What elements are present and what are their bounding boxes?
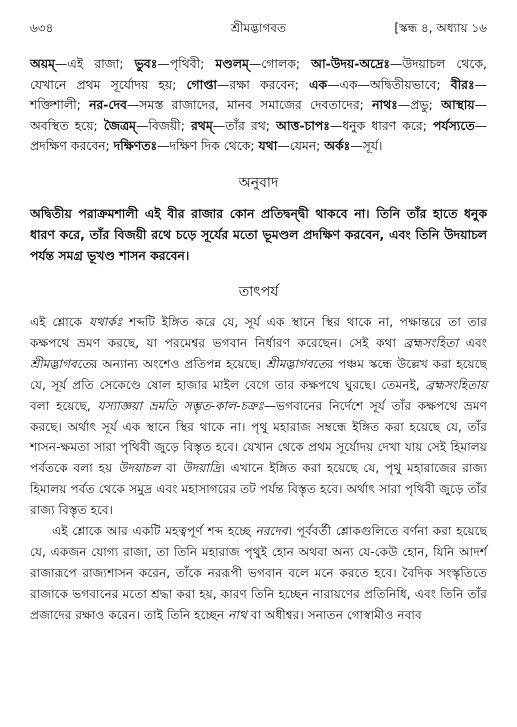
synonym-term: গোপ্তা bbox=[186, 76, 218, 92]
synonym-term: নাথঃ bbox=[372, 97, 398, 113]
text-run: র পঞ্চম স্কন্ধে উল্লেখ করা হয়েছে যে, সূর্য প্রতি সেকেণ্ডে ষোল হাজার মাইল বেগে তার কক্ষপথে ঘুরছে। তেমনই, bbox=[30, 356, 487, 392]
synonym-meaning: এই রাজা; bbox=[67, 56, 135, 71]
synonym-meaning: এক—অদ্বিতীয়ভাবে; bbox=[339, 76, 451, 92]
text-run: র অন্যান্য অংশেও প্রতিপন্ন হয়েছে। bbox=[90, 356, 267, 371]
synonym-meaning: সূর্য। bbox=[362, 138, 383, 154]
synonym-term: আস্থায় bbox=[441, 97, 475, 113]
synonym-meaning: উদয়াচল থেকে, যেখানে প্রথম সূর্যোদয় হয়; bbox=[30, 56, 487, 92]
synonym-term: আ-উদয়-অদ্রেঃ bbox=[311, 56, 390, 71]
text-run: বা bbox=[160, 461, 183, 476]
synonym-meaning: শক্তিশালী; bbox=[30, 97, 90, 113]
italic-term: ব্রহ্মসংহিতা bbox=[403, 335, 459, 350]
page-number: ৬৩৪ bbox=[30, 21, 54, 35]
purport-paragraph-2 bbox=[30, 521, 487, 626]
italic-term: শ্রীমদ্ভাগবতে bbox=[266, 356, 327, 371]
text-run: এবং bbox=[458, 335, 487, 350]
italic-term: শ্রীমদ্ভাগবতে bbox=[30, 356, 91, 371]
synonym-meaning: ধনুক ধারণ করে; bbox=[342, 117, 434, 133]
synonyms-section: অয়ম্—এই রাজা; ভুবঃ—পৃথিবী; মণ্ডলম্—গোলক; আ-উদয়-অদ্রেঃ—উদয়াচল থেকে, যেখানে প্রথম সূর্যোদয় হয়; গোপ্তা—রক্ষা করবেন; এক—এক—অদ্বিতীয়ভাবে; বীরঃ—শক্তিশালী; নর-দেব—সমস্ত রাজাদের, মানব সমাজের দেবতাদের; নাথঃ—প্রভু; আস্থায়—অবস্থিত হয়ে; জৈত্রম্—বিজয়ী; রথম্—তাঁর রথ; আত্ত-চাপঃ—ধনুক ধারণ করে; পর্যস্যতে—প্রদক্ষিণ করবেন; দক্ষিণতঃ—দক্ষিণ দিক থেকে; যথা—যেমন; অর্কঃ—সূর্য। bbox=[30, 56, 488, 154]
synonym-term: ভুবঃ bbox=[134, 56, 158, 71]
synonym-meaning: গোলক; bbox=[261, 56, 312, 71]
italic-term: ব্রহ্মসংহিতায় bbox=[425, 377, 487, 392]
synonym-term: আত্ত-চাপঃ bbox=[276, 117, 330, 133]
text-run: এই শ্লোকে bbox=[30, 314, 89, 329]
synonym-meaning: রক্ষা করবেন; bbox=[229, 76, 309, 92]
text-run: বলা হয়েছে, bbox=[30, 398, 98, 413]
synonym-term: নর-দেব bbox=[89, 97, 127, 113]
synonym-term: অর্কঃ bbox=[324, 138, 351, 154]
synonym-meaning: প্রভু; bbox=[410, 97, 442, 113]
synonym-term: মণ্ডলম্ bbox=[215, 56, 249, 71]
synonym-meaning: সমস্ত রাজাদের, মানব সমাজের দেবতাদের; bbox=[139, 97, 373, 113]
translation-text: অদ্বিতীয় পরাক্রমশালী এই বীর রাজার কোন প্রতিদ্বন্দ্বী থাকবে না। তিনি তাঁর হাতে ধনুক ধারণ করে, তাঁর বিজয়ী রথে চড়ে সূর্যের মতো ভূমণ্ডল প্রদক্ষিণ করবেন, এবং তিনি উদয়াচল পর্যন্ত সমগ্র ভূখণ্ড শাসন করবেন। bbox=[30, 205, 487, 263]
synonym-meaning: যেমন; bbox=[289, 138, 325, 154]
text-run: । এখানে ইঙ্গিত করা হয়েছে যে, পৃথু মহারাজের রাজ্য হিমালয় পর্বত থেকে সমুদ্র এবং মহাসাগরের তট পর্যন্ত বিস্তৃত হবে। অর্থাৎ সারা পৃথিবী জুড়ে তাঁর রাজ্য বিস্তৃত হবে। bbox=[30, 461, 487, 518]
text-run: —ভগবানের নির্দেশে সূর্য তাঁর কক্ষপথে ভ্রমণ করছে। অর্থাৎ সূর্য এক স্থানে স্থির থাকে না। পৃথু মহারাজ সম্বন্ধে ইঙ্গিত করা হয়েছে যে, তাঁর শাসন-ক্ষমতা সারা পৃথিবী জুড়ে বিস্তৃত হবে। যেখান থেকে প্রথম সূর্যোদয় দেখা যায় সেই হিমালয় পর্বতকে বলা হয় bbox=[30, 398, 488, 476]
synonym-term: যথা bbox=[258, 138, 278, 154]
book-title: শ্রীমদ্ভাগবত bbox=[230, 21, 286, 35]
italic-term: যস্যাজ্ঞয়া ভ্রমতি সম্ভৃত-কাল-চক্রঃ bbox=[97, 398, 264, 413]
synonym-meaning: তাঁর রথ; bbox=[225, 117, 277, 133]
purport-heading: তাৎপর্য bbox=[238, 283, 279, 300]
synonym-term: দক্ষিণতঃ bbox=[113, 138, 158, 154]
text-run: বা অধীশ্বর। সনাতন গোস্বামীও নবাব bbox=[246, 607, 422, 622]
synonym-meaning: অবস্থিত হয়ে; bbox=[30, 117, 104, 133]
synonym-term: জৈত্রম্ bbox=[103, 117, 136, 133]
synonym-term: বীরঃ bbox=[450, 76, 475, 92]
synonym-term: পর্যস্যতে bbox=[433, 117, 475, 133]
purport-section bbox=[30, 312, 487, 626]
italic-term: যথার্কঃ bbox=[88, 314, 123, 329]
italic-term: নরদেব bbox=[255, 524, 288, 539]
synonym-term: এক bbox=[308, 76, 328, 92]
text-run: শব্দটি ইঙ্গিত করে যে, সূর্য এক স্থানে স্থির থাকে না, পক্ষান্তরে তা তার কক্ষপথে ভ্রমণ করছে, যা পরমেশ্বর ভগবান নির্ধারণ করেছেন। সেই কথা bbox=[30, 314, 487, 350]
synonym-meaning: প্রদক্ষিণ করবেন; bbox=[30, 138, 114, 154]
synonym-term: অয়ম্ bbox=[30, 56, 55, 71]
chapter-reference: [স্কন্ধ ৪, অধ্যায় ১৬ bbox=[394, 21, 487, 35]
italic-term: উদয়াচল bbox=[118, 461, 161, 476]
italic-term: নাথ bbox=[228, 607, 247, 622]
purport-paragraph-1 bbox=[30, 312, 487, 521]
text-run: । পূর্ববর্তী শ্লোকগুলিতে বর্ণনা করা হয়েছে যে, একজন যোগ্য রাজা, তা তিনি মহারাজ পৃথুই হোন অথবা অন্য যে-কেউ হোন, যিনি আদর্শ রাজারূপে রাজ্যশাসন করেন, তাঁকে নররূপী ভগবান বলে মনে করতে হবে। বৈদিক সংস্কৃতিতে রাজাকে ভগবানের মতো শ্রদ্ধা করা হয়, কারণ তিনি হচ্ছেন নারায়ণের প্রতিনিধি, এবং তিনি তাঁর প্রজাদের রক্ষাও করেন। তাই তিনি হচ্ছেন bbox=[30, 524, 487, 622]
text-run: এই শ্লোকে আর একটি মহত্বপূর্ণ শব্দ হচ্ছে bbox=[52, 524, 256, 539]
translation-heading: অনুবাদ bbox=[238, 174, 279, 191]
synonym-meaning: বিজয়ী; bbox=[148, 117, 191, 133]
italic-term: উদয়াদ্রি bbox=[182, 461, 221, 476]
page-header bbox=[30, 20, 487, 40]
synonym-term: রথম্ bbox=[190, 117, 213, 133]
synonym-meaning: পৃথিবী; bbox=[169, 56, 216, 71]
synonym-meaning: দক্ষিণ দিক থেকে; bbox=[169, 138, 259, 154]
